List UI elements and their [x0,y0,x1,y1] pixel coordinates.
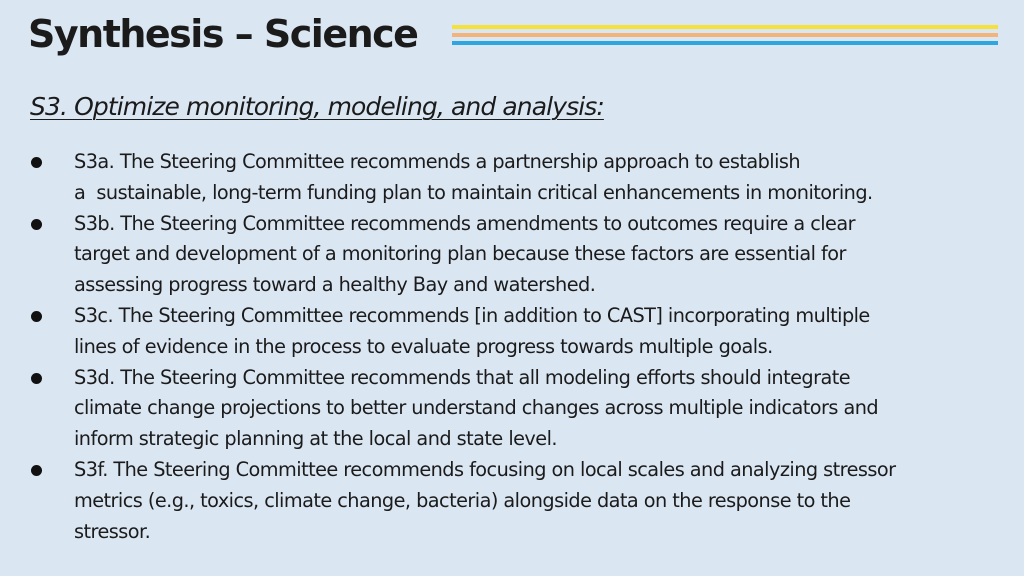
bullet-item [30,363,1000,455]
bullet-line: S3b. The Steering Committee recommends amendments to outcomes require a clear [74,211,856,235]
bullet-item [30,147,1000,209]
stripe-yellow [452,25,998,29]
bullet-line: metrics (e.g., toxics, climate change, bacteria) alongside data on the response to the [74,488,851,512]
bullet-dot-icon [31,219,42,230]
bullet-dot-icon [31,311,42,322]
bullet-line: S3d. The Steering Committee recommends that all modeling efforts should integrate [74,365,851,389]
bullet-line: target and development of a monitoring plan because these factors are essential for [74,242,846,266]
bullet-line: lines of evidence in the process to evaluate progress towards multiple goals. [74,334,773,358]
bullet-dot-icon [31,157,42,168]
slide-title: Synthesis – Science [28,12,418,56]
bullet-line: climate change projections to better understand changes across multiple indicators and [74,396,879,420]
bullet-item [30,301,1000,363]
decorative-stripes [452,25,998,49]
bullet-dot-icon [31,465,42,476]
bullet-line: stressor. [74,519,151,543]
bullet-list [30,147,1000,547]
bullet-item [30,455,1000,547]
bullet-dot-icon [31,373,42,384]
stripe-blue [452,41,998,45]
bullet-item [30,209,1000,301]
section-heading: S3. Optimize monitoring, modeling, and analysis: [30,92,604,121]
bullet-line: assessing progress toward a healthy Bay and watershed. [74,273,596,297]
bullet-line: S3c. The Steering Committee recommends [in addition to CAST] incorporating multiple [74,303,870,327]
bullet-line: S3a. The Steering Committee recommends a partnership approach to establish [74,150,801,173]
bullet-line: inform strategic planning at the local and state level. [74,427,557,451]
stripe-orange [452,33,998,37]
bullet-line: S3f. The Steering Committee recommends focusing on local scales and analyzing stressor [74,457,896,481]
bullet-line: a sustainable, long-term funding plan to maintain critical enhancements in monitoring. [74,180,873,204]
